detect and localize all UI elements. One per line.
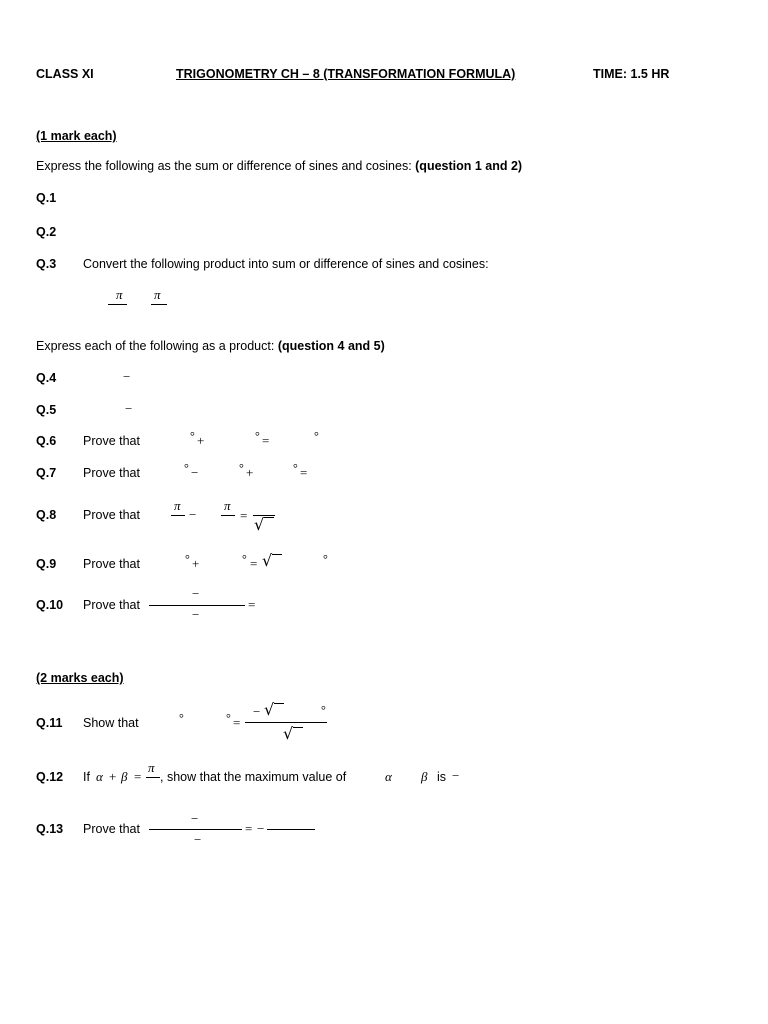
q11-eq: = xyxy=(233,715,241,730)
q9-sqrt-bar xyxy=(272,554,282,555)
section-heading-1-mark: (1 mark each) xyxy=(36,129,117,143)
question-number-1: Q.1 xyxy=(36,191,57,205)
q9-deg-1: ° xyxy=(185,552,190,566)
q5-minus: − xyxy=(125,401,133,416)
q7-minus: − xyxy=(191,465,199,480)
q6-prove-text: Prove that xyxy=(83,434,140,448)
q8-sqrt-bar xyxy=(264,517,274,518)
q8-pi-2: π xyxy=(224,498,231,513)
q9-eq: = xyxy=(250,556,258,571)
q3-text: Convert the following product into sum or difference of sines and cosines: xyxy=(83,257,489,271)
q11-sqrt-num-bar xyxy=(274,703,284,704)
q8-frac-line-2 xyxy=(221,515,235,516)
question-number-7: Q.7 xyxy=(36,466,57,480)
q13-minus-num: − xyxy=(191,811,199,826)
question-number-13: Q.13 xyxy=(36,822,64,836)
q6-plus: + xyxy=(197,433,205,448)
intro-text-2-plain: Express each of the following as a product: xyxy=(36,339,278,353)
q11-sqrt-num: √ xyxy=(264,700,275,719)
q13-frac-line-2 xyxy=(267,829,315,830)
intro-text-1 xyxy=(36,159,522,173)
intro-text-2-bold: (question 4 and 5) xyxy=(277,339,385,353)
q13-prove-text: Prove that xyxy=(83,822,140,836)
q7-deg-2: ° xyxy=(239,461,244,475)
q3-frac-line-1 xyxy=(108,304,127,305)
q7-prove-text: Prove that xyxy=(83,466,140,480)
q10-frac-line xyxy=(149,605,245,606)
section-heading-2-marks: (2 marks each) xyxy=(36,671,124,685)
q6-eq: = xyxy=(262,433,270,448)
question-number-9: Q.9 xyxy=(36,557,57,571)
q8-pi-1: π xyxy=(174,498,181,513)
class-label: CLASS XI xyxy=(36,67,94,81)
q12-is-text: is xyxy=(437,770,447,784)
question-number-6: Q.6 xyxy=(36,434,57,448)
q10-prove-text: Prove that xyxy=(83,598,140,612)
q12-mid-text: , show that the maximum value of xyxy=(160,770,347,784)
q10-minus-den: − xyxy=(192,607,200,622)
q12-minus: − xyxy=(452,768,460,783)
q3-pi-2: π xyxy=(154,287,161,302)
question-number-5: Q.5 xyxy=(36,403,57,417)
q9-plus: + xyxy=(192,556,200,571)
question-number-3: Q.3 xyxy=(36,257,57,271)
time-label: TIME: 1.5 HR xyxy=(593,67,670,81)
q12-plus: + xyxy=(109,769,117,784)
q12-if: If xyxy=(83,770,90,784)
q11-show-text: Show that xyxy=(83,716,139,730)
question-number-10: Q.10 xyxy=(36,598,64,612)
q12-pi: π xyxy=(148,760,155,775)
q3-pi-1: π xyxy=(116,287,123,302)
q12-alpha-1: α xyxy=(96,769,103,784)
q6-deg-2: ° xyxy=(255,429,260,443)
q7-deg-1: ° xyxy=(184,461,189,475)
q12-beta-2: β xyxy=(421,769,428,784)
q12-alpha-2: α xyxy=(385,769,392,784)
q10-minus-num: − xyxy=(192,586,200,601)
q12-eq: = xyxy=(134,769,142,784)
q7-plus: + xyxy=(246,465,254,480)
q9-prove-text: Prove that xyxy=(83,557,140,571)
q6-deg-3: ° xyxy=(314,429,319,443)
question-number-4: Q.4 xyxy=(36,371,57,385)
q10-eq: = xyxy=(248,597,256,612)
q13-minus-den: − xyxy=(194,832,202,847)
q11-minus-num: − xyxy=(253,704,261,719)
q11-deg-1: ° xyxy=(179,711,184,725)
q6-deg-1: ° xyxy=(190,429,195,443)
q8-frac-line-1 xyxy=(171,515,185,516)
q7-deg-3: ° xyxy=(293,461,298,475)
q13-eq: = xyxy=(245,821,253,836)
q11-deg-3: ° xyxy=(321,703,326,717)
question-number-12: Q.12 xyxy=(36,770,64,784)
page-title: TRIGONOMETRY CH – 8 (TRANSFORMATION FORMULA) xyxy=(176,67,516,81)
q9-sqrt: √ xyxy=(262,551,273,570)
q11-sqrt-den-bar xyxy=(293,727,303,728)
q7-eq: = xyxy=(300,465,308,480)
q8-minus: − xyxy=(189,507,197,522)
intro-text-2 xyxy=(36,339,385,353)
intro-text-1-bold: (question 1 and 2) xyxy=(415,159,523,173)
q3-frac-line-2 xyxy=(151,304,167,305)
q9-deg-2: ° xyxy=(242,552,247,566)
q12-frac-line xyxy=(146,777,160,778)
q8-eq: = xyxy=(240,508,248,523)
q4-minus: − xyxy=(123,369,131,384)
q8-prove-text: Prove that xyxy=(83,508,140,522)
intro-text-1-plain: Express the following as the sum or difference of sines and cosines: xyxy=(36,159,416,173)
q11-deg-2: ° xyxy=(226,711,231,725)
q13-frac-line-1 xyxy=(149,829,242,830)
question-number-2: Q.2 xyxy=(36,225,57,239)
question-number-11: Q.11 xyxy=(36,716,63,730)
q13-minus-rhs: − xyxy=(257,821,265,836)
q9-deg-3: ° xyxy=(323,552,328,566)
q12-beta-1: β xyxy=(121,769,128,784)
q8-sqrt: √ xyxy=(254,515,265,534)
q11-sqrt-den: √ xyxy=(283,724,294,743)
question-number-8: Q.8 xyxy=(36,508,57,522)
q11-frac-line xyxy=(245,722,327,723)
